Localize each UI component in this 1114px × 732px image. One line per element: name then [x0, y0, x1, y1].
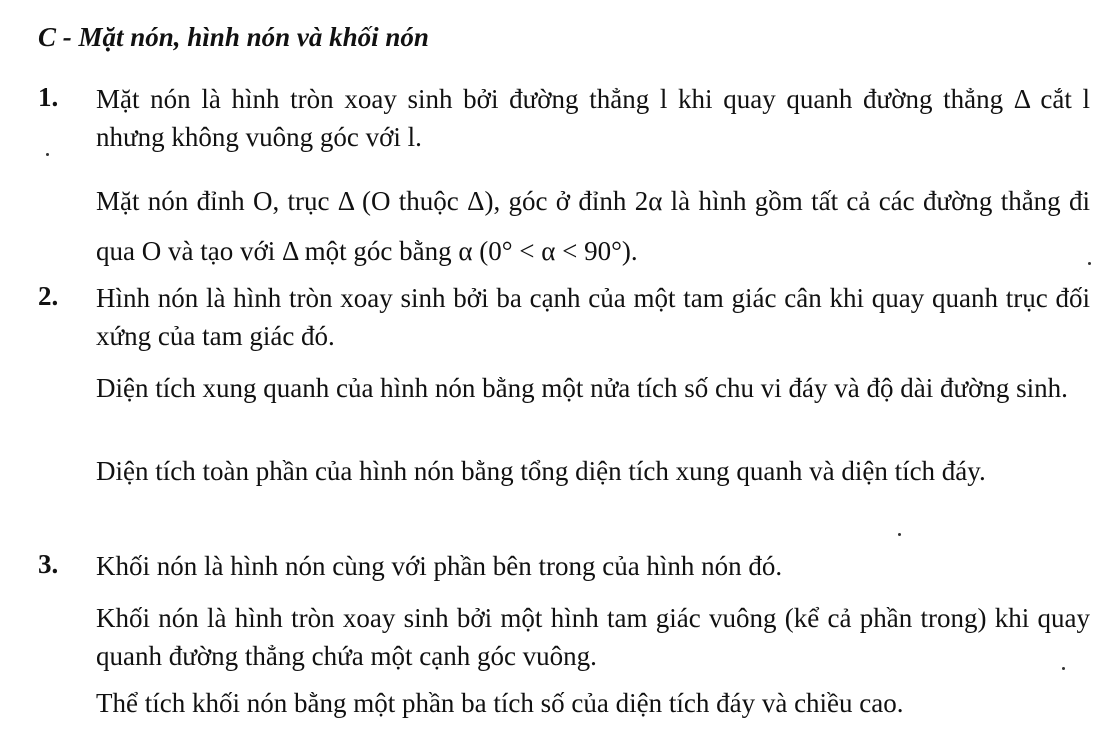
item-3-paragraph-3: Thể tích khối nón bằng một phần ba tích số của diện tích đáy và chiều cao.: [96, 688, 904, 718]
item-number-3: 3.: [38, 549, 59, 579]
item-2-paragraph-2: Diện tích xung quanh của hình nón bằng một nửa tích số chu vi đáy và độ dài đường sinh.: [96, 373, 1068, 403]
item-1-paragraph-1: Mặt nón là hình tròn xoay sinh bởi đường thẳng l khi quay quanh đường thẳng Δ cắt l nhưng không vuông góc với l.: [96, 84, 1090, 152]
item-3-paragraph-2: Khối nón là hình tròn xoay sinh bởi một hình tam giác vuông (kể cả phần trong) khi quay quanh đường thẳng chứa một cạnh góc vuông.: [96, 603, 1090, 671]
item-2-paragraph-1: Hình nón là hình tròn xoay sinh bởi ba cạnh của một tam giác cân khi quay quanh trục đối xứng của tam giác đó.: [96, 283, 1090, 351]
scan-speck: [898, 533, 901, 536]
item-number-2: 2.: [38, 281, 59, 311]
item-3-paragraph-1: Khối nón là hình nón cùng với phần bên trong của hình nón đó.: [96, 551, 783, 581]
item-2-paragraph-3: Diện tích toàn phần của hình nón bằng tổng diện tích xung quanh và diện tích đáy.: [96, 456, 986, 486]
scan-speck: [46, 153, 49, 156]
scan-speck: [1062, 667, 1065, 670]
item-number-1: 1.: [38, 82, 59, 112]
section-title: C - Mặt nón, hình nón và khối nón: [38, 22, 429, 52]
item-1-paragraph-2: Mặt nón đỉnh O, trục Δ (O thuộc Δ), góc ở đỉnh 2α là hình gồm tất cả các đường thẳng đi qua O và tạo với Δ một góc bằng α (0° < α < 90°).: [96, 186, 1090, 266]
scan-speck: [1088, 262, 1091, 265]
